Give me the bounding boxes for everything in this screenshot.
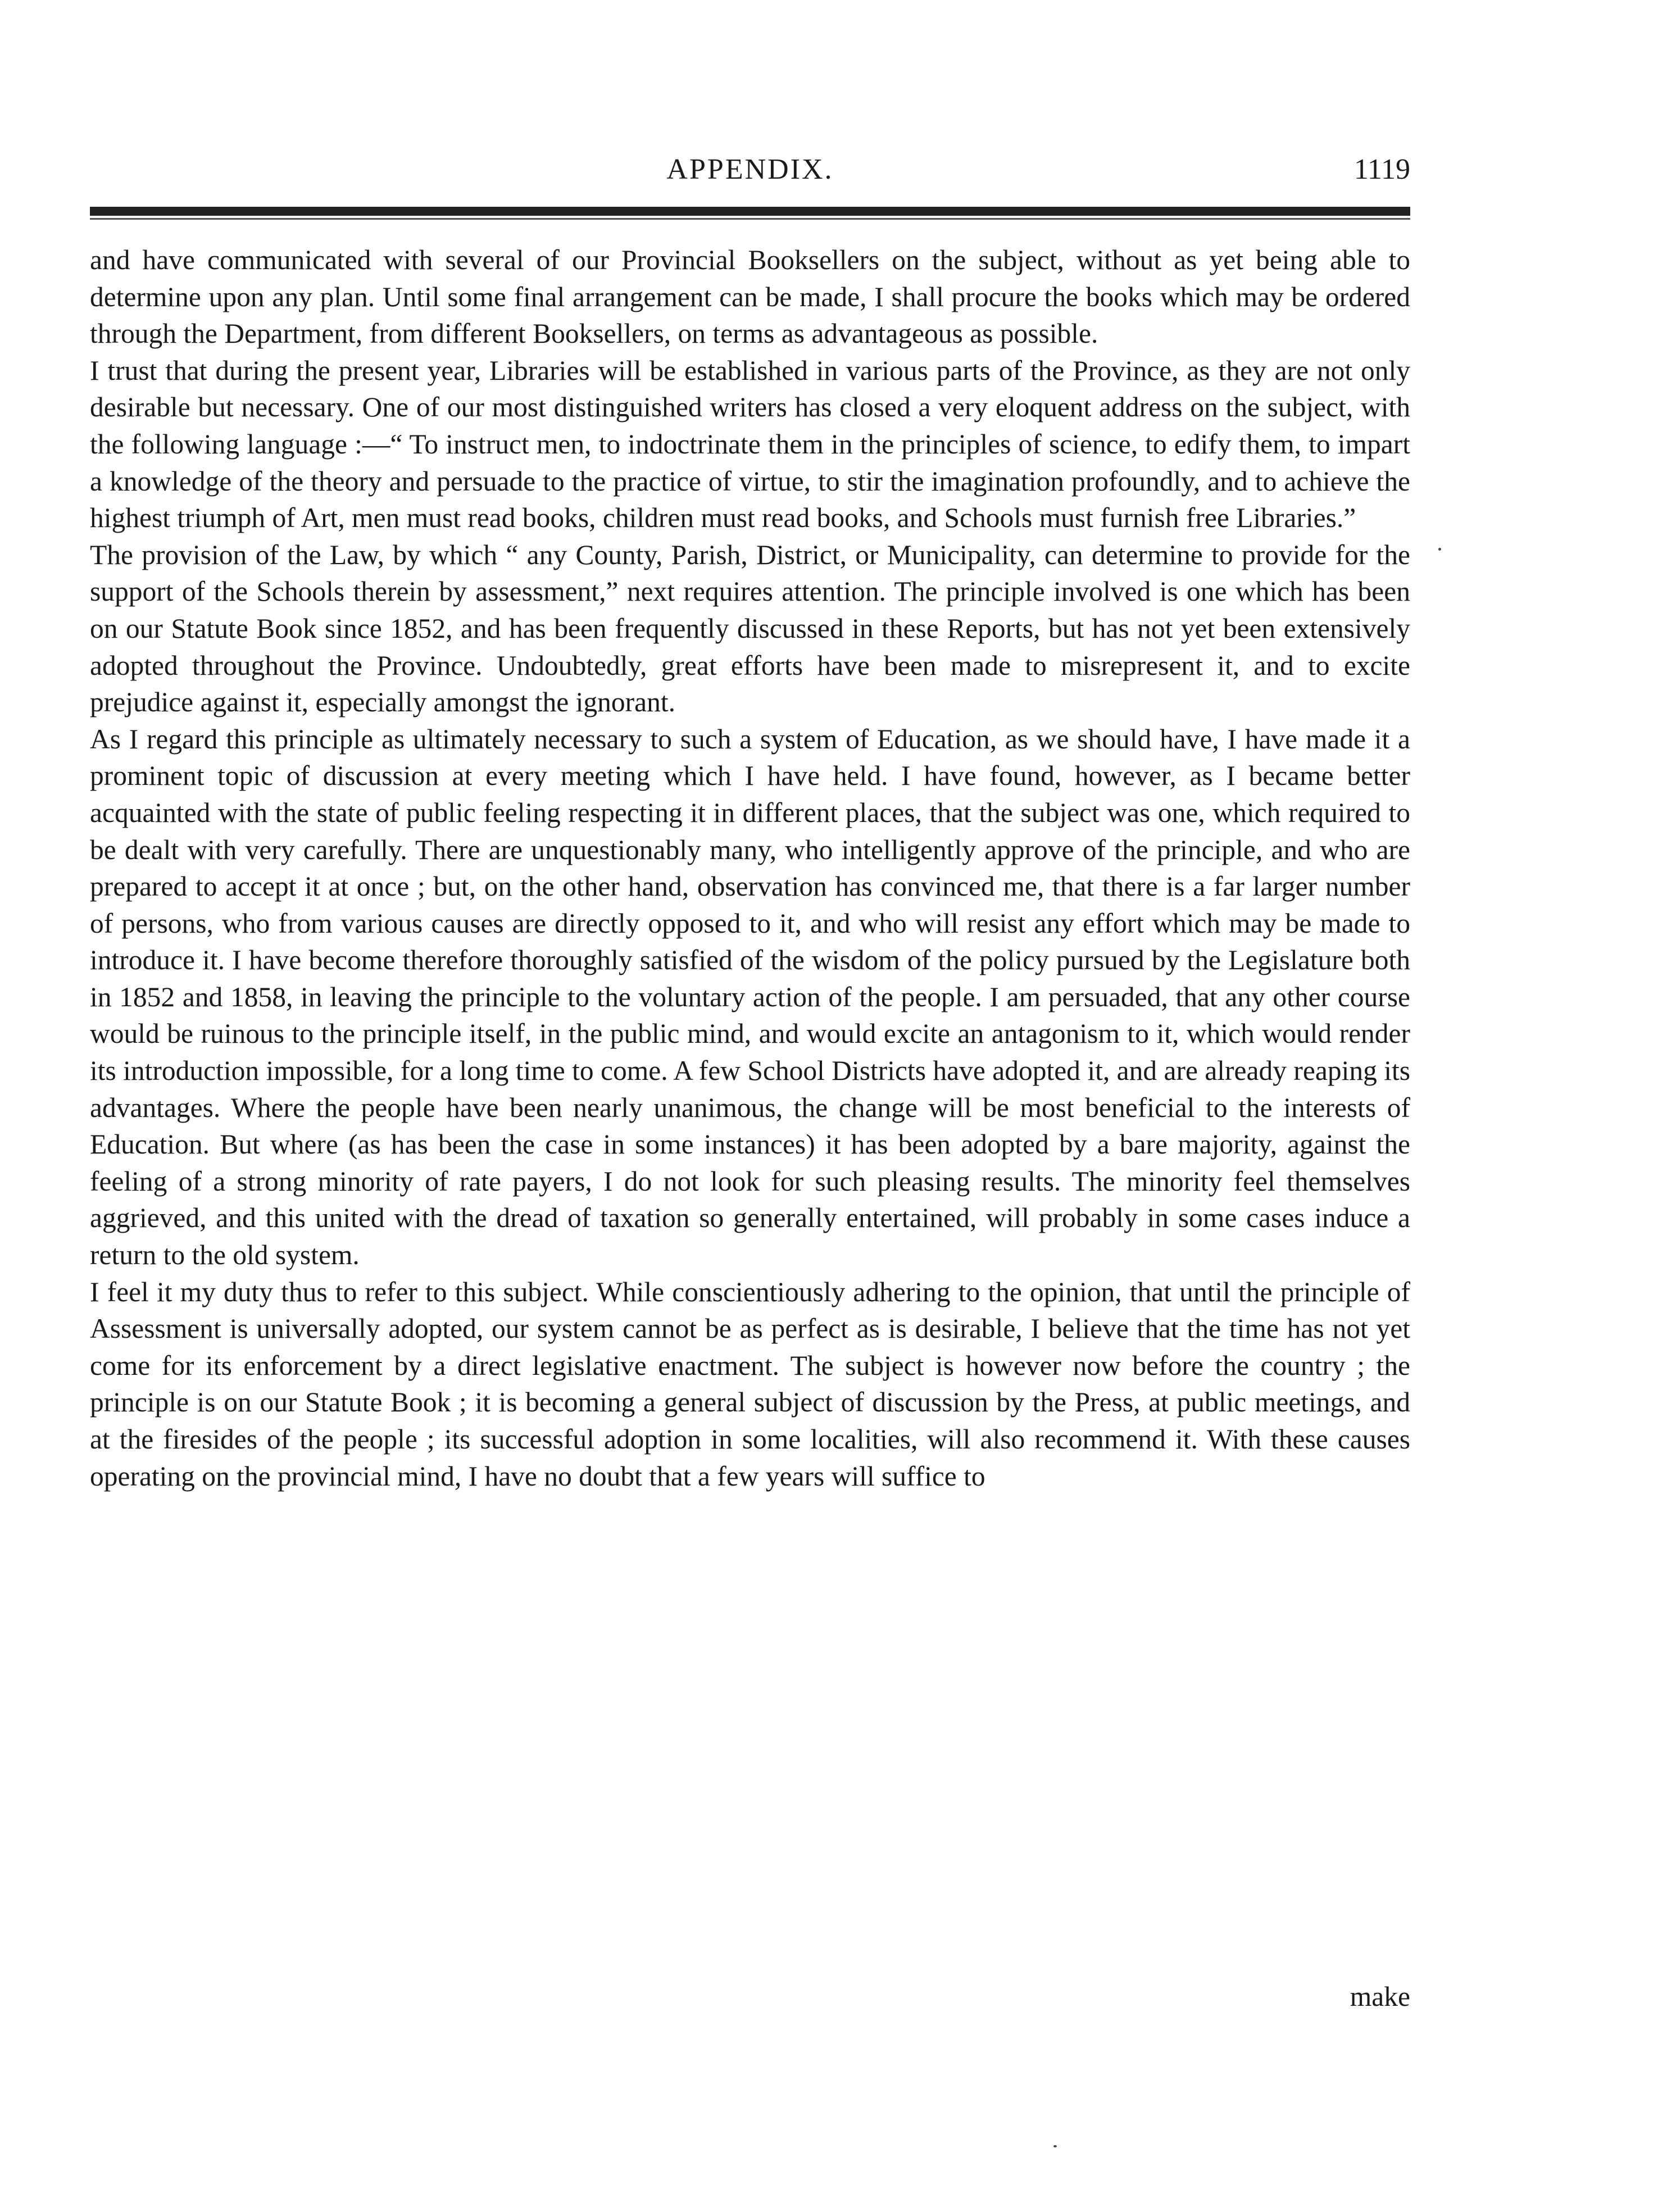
catchword: make (1350, 1981, 1410, 2012)
header-rule (90, 207, 1410, 216)
paragraph: I trust that during the present year, Libraries will be established in various parts of the Province, as they are not only desirable but necessary. One of our most distinguished writers has closed a very eloquent address on the subject, with the following language :—“ To instruct men, to indoctrinate them in the principles of science, to edify them, to impart a knowledge of the theory and persuade to the practice of virtue, to stir the imagination profoundly, and to achieve the highest triumph of Art, men must read books, children must read books, and Schools must furnish free Libraries.” (90, 355, 1410, 534)
running-title: APPENDIX. (666, 153, 834, 185)
scan-speck (1053, 2145, 1057, 2147)
page-number: 1119 (1353, 153, 1410, 185)
paragraph: I feel it my duty thus to refer to this subject. While conscientiously adhering to the opinion, that until the principle of Assessment is universally adopted, our system cannot be as perfect as is desirable, I believe that the time has not yet come for its enforcement by a direct legislative enactment. The subject is however now before the country ; the principle is on our Statute Book ; it is becoming a general subject of discussion by the Press, at public meetings, and at the firesides of the people ; its successful adoption in some localities, will also recommend it. With these causes operating on the provincial mind, I have no doubt that a few years will suffice to (90, 1276, 1410, 1492)
paragraph: and have communicated with several of our Provincial Booksellers on the subject, without as yet being able to determine upon any plan. Until some final arrangement can be made, I shall procure the books which may be ordered through the Department, from different Booksellers, on terms as advantageous as possible. (90, 244, 1410, 349)
header-rule-thin (90, 218, 1410, 220)
scan-speck (1438, 548, 1441, 551)
paragraph: As I regard this principle as ultimately necessary to such a system of Education, as we should have, I have made it a prominent topic of discussion at every meeting which I have held. I have found, however, as I became better acquainted with the state of public feeling respecting it in different places, that the subject was one, which required to be dealt with very carefully. There are unquestionably many, who intelligently approve of the principle, and who are prepared to accept it at once ; but, on the other hand, observation has convinced me, that there is a far larger number of persons, who from various causes are directly opposed to it, and who will resist any effort which may be made to introduce it. I have become therefore thoroughly satisfied of the wisdom of the policy pursued by the Legislature both in 1852 and 1858, in leaving the principle to the voluntary action of the people. I am persuaded, that any other course would be ruinous to the principle itself, in the public mind, and would excite an antagonism to it, which would render its introduction impossible, for a long time to come. A few School Districts have adopted it, and are already reaping its advantages. Where the people have been nearly unanimous, the change will be most beneficial to the interests of Education. But where (as has been the case in some instances) it has been adopted by a bare majority, against the feeling of a strong minority of rate payers, I do not look for such pleasing results. The minority feel themselves aggrieved, and this united with the dread of taxation so generally entertained, will probably in some cases induce a return to the old system. (90, 723, 1410, 1271)
paragraph: The provision of the Law, by which “ any County, Parish, District, or Municipality, can determine to provide for the support of the Schools therein by assessment,” next requires attention. The principle involved is one which has been on our Statute Book since 1852, and has been frequently discussed in these Reports, but has not yet been extensively adopted throughout the Province. Undoubtedly, great efforts have been made to misrepresent it, and to excite prejudice against it, especially amongst the ignorant. (90, 539, 1410, 718)
page-header (90, 153, 1410, 198)
body-text (90, 242, 1410, 1495)
